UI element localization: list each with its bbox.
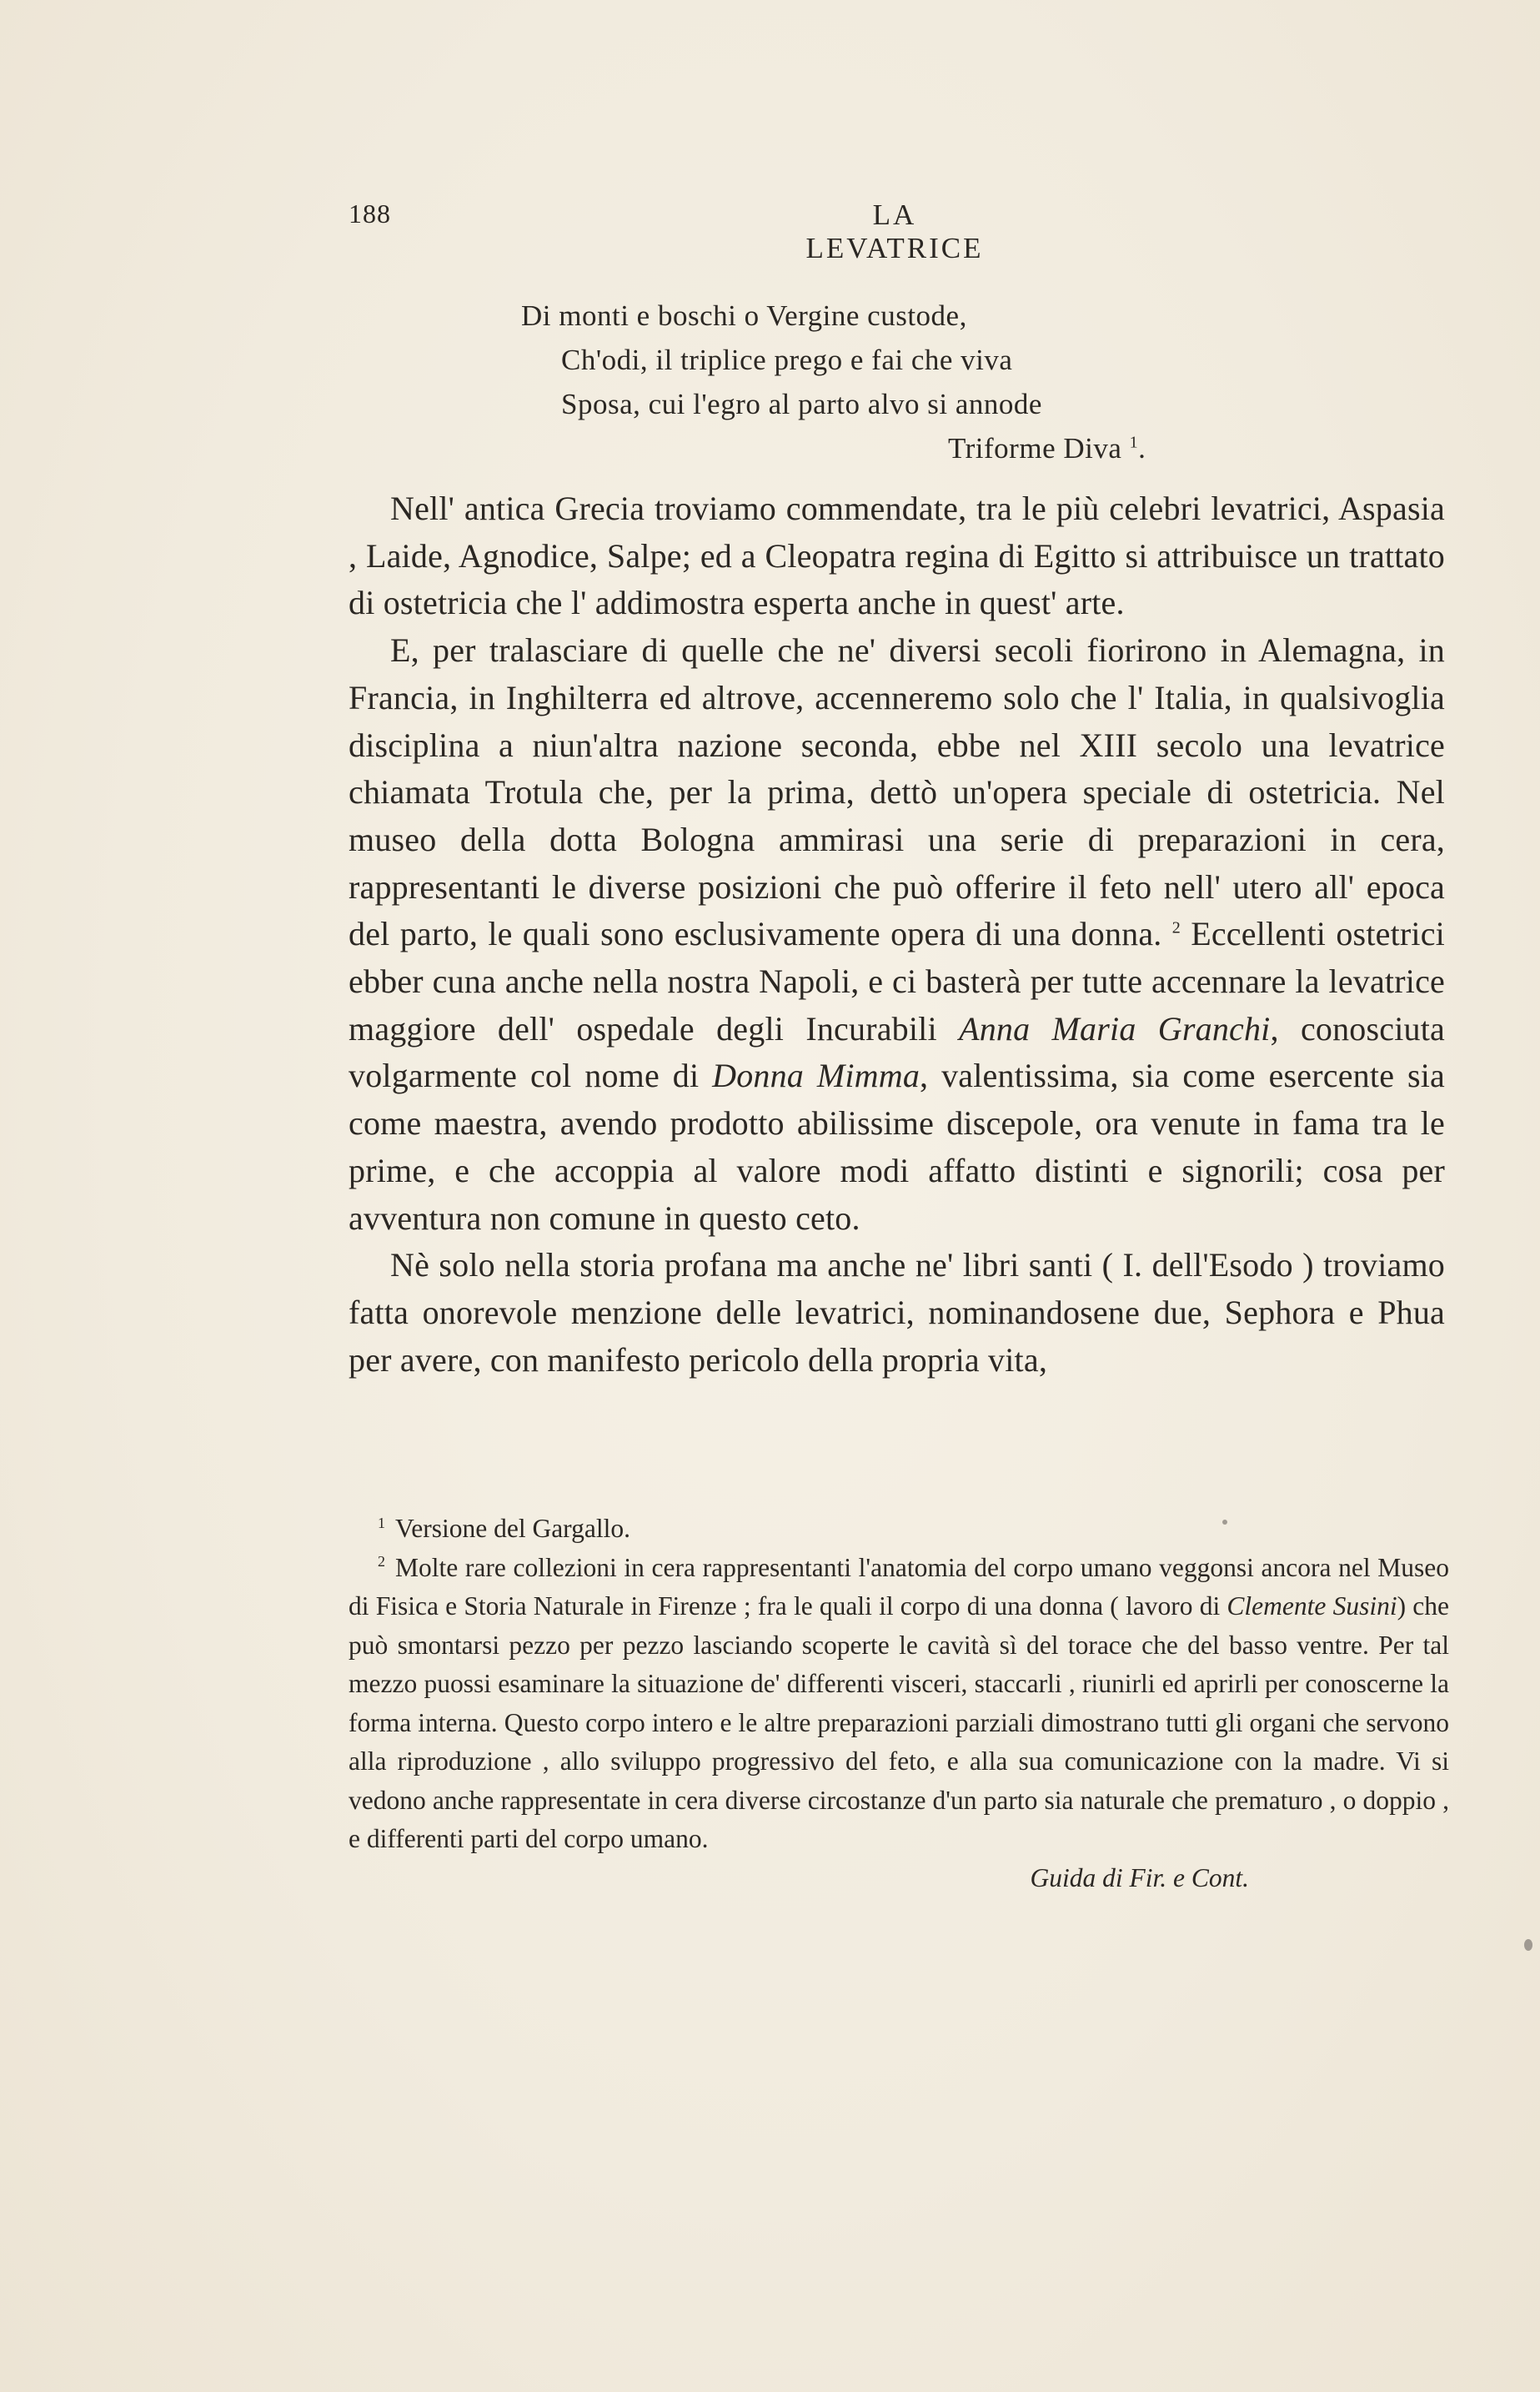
running-title: LA LEVATRICE — [805, 198, 984, 264]
footnote-1 — [378, 1510, 1449, 1549]
poem-line-4 — [948, 426, 1188, 470]
footnote-2 — [349, 1549, 1449, 1859]
poem-line-4-end: . — [1138, 432, 1146, 465]
poem-line-3: Sposa, cui l'egro al parto alvo si annode — [561, 388, 1042, 420]
paper-speck — [1524, 1939, 1532, 1951]
name-clemente-susini: Clemente Susini — [1226, 1591, 1397, 1621]
paragraph-2 — [349, 627, 1445, 1242]
running-head — [349, 198, 1491, 264]
paper-speck — [1222, 1520, 1227, 1525]
paragraph-2-part-b: Eccellenti ostetrici ebber cuna anche nella nostra Napoli, e ci basterà per tutte accennare la levatrice maggiore dell' ospedale degli Incurabili — [349, 915, 1445, 1048]
poem-quote — [521, 294, 1188, 470]
footnote-2-text-b: ) che può smontarsi pezzo per pezzo lasciando scoperte le cavità sì del torace che del basso ventre. Per tal mezzo puossi esaminare la situazione de' differenti visceri, staccarli , riunirli ed aprirli per conoscerne la forma interna. Questo corpo intero e le altre preparazioni parziali dimostrano tutti gli organi che servono alla riproduzione , allo sviluppo progressivo del feto, e alla sua comunicazione con la madre. Vi si vedono anche rappresentate in cera diverse circostanze d'un parto sia naturale che prematuro , o doppio , e differenti parti del corpo umano. — [349, 1591, 1450, 1853]
footnote-1-text: Versione del Gargallo. — [395, 1514, 630, 1543]
page-number: 188 — [349, 198, 391, 229]
poem-line-1: Di monti e boschi o Vergine custode, — [521, 299, 967, 332]
footnote-marker-1: 1 — [1129, 433, 1139, 452]
footnote-1-number: 1 — [378, 1514, 385, 1531]
footnote-2-number: 2 — [378, 1553, 385, 1570]
name-anna-maria-granchi: Anna Maria Granchi — [959, 1009, 1271, 1048]
name-donna-mimma: Donna Mimma — [712, 1057, 920, 1095]
paragraph-2-part-c: , conosciuta volgarmente col nome di — [349, 1009, 1445, 1095]
footnote-marker-2: 2 — [1171, 919, 1181, 937]
paragraph-1: Nell' antica Grecia troviamo commendate, tra le più celebri levatrici, Aspasia , Laide, Agnodice, Salpe; ed a Cleopatra regina di Egitto si attribuisce un trattato di ostetricia che l' addimostra esperta anche in quest' arte. — [349, 490, 1445, 622]
paragraph-2-part-d: , valentissima, sia come esercente sia come maestra, avendo prodotto abilissime discepole, ora venute in fama tra le prime, e che accoppia al valore modi affatto distinti e signorili; cosa per avventura non comune in questo ceto. — [349, 1057, 1446, 1237]
paragraph-2-part-a: E, per tralasciare di quelle che ne' diversi secoli fiorirono in Alemagna, in Francia, in Inghilterra ed altrove, accenneremo solo che l' Italia, in qualsivoglia disciplina a niun'altra nazione seconda, ebbe nel XIII secolo una levatrice chiamata Trotula che, per la prima, dettò un'opera speciale di ostetricia. Nel museo della dotta Bologna ammirasi una serie di preparazioni in cera, rappresentanti le diverse posizioni che può offerire il feto nell' utero all' epoca del parto, le quali sono esclusivamente opera di una donna. — [349, 631, 1445, 953]
main-text — [349, 485, 1445, 1384]
poem-line-2: Ch'odi, il triplice prego e fai che viva — [561, 344, 1013, 376]
footnotes — [349, 1510, 1449, 1897]
footnote-attribution: Guida di Fir. e Cont. — [1030, 1862, 1249, 1892]
footnote-2-text-a: Molte rare collezioni in cera rappresentanti l'anatomia del corpo umano veggonsi ancora nel Museo di Fisica e Storia Naturale in Firenze ; fra le quali il corpo di una donna ( lavoro di — [349, 1552, 1449, 1621]
paragraph-3: Nè solo nella storia profana ma anche ne' libri santi ( I. dell'Esodo ) troviamo fatta onorevole menzione delle levatrici, nominandosene due, Sephora e Phua per avere, con manifesto pericolo della propria vita, — [349, 1246, 1445, 1379]
poem-line-4-text: Triforme Diva — [948, 432, 1122, 465]
